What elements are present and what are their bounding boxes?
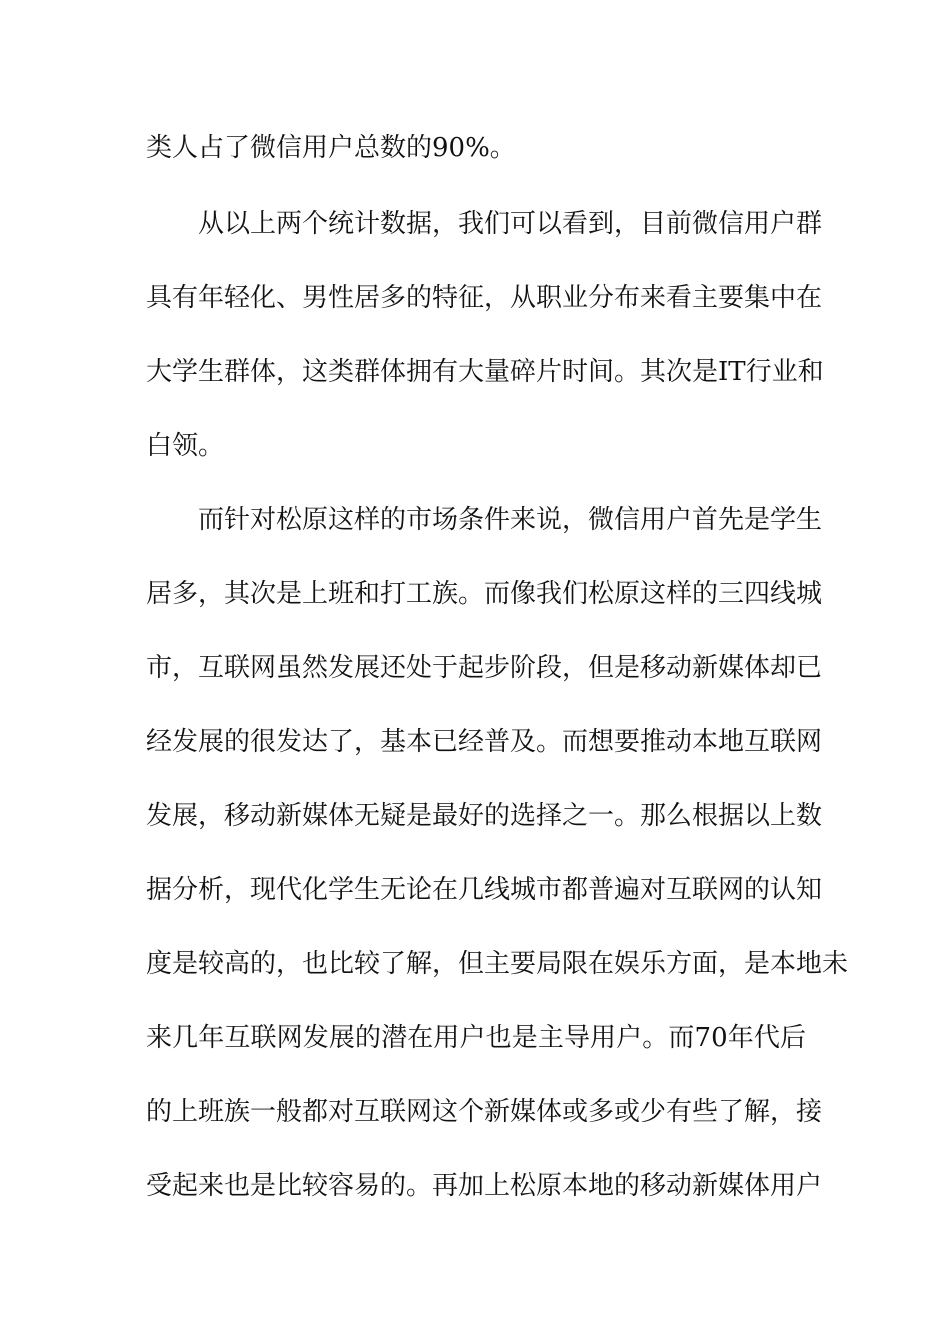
text-line: 来几年互联网发展的潜在用户也是主导用户。而70年代后	[146, 1023, 806, 1053]
text-line: 发展，移动新媒体无疑是最好的选择之一。那么根据以上数	[146, 801, 823, 831]
paragraph-first-line: 而针对松原这样的市场条件来说，微信用户首先是学生	[198, 505, 823, 535]
text-line: 的上班族一般都对互联网这个新媒体或多或少有些了解，接	[146, 1097, 823, 1127]
text-line: 受起来也是比较容易的。再加上松原本地的移动新媒体用户	[146, 1171, 823, 1201]
text-line: 居多，其次是上班和打工族。而像我们松原这样的三四线城	[146, 579, 823, 609]
text-line: 经发展的很发达了，基本已经普及。而想要推动本地互联网	[146, 727, 823, 757]
text-line: 市，互联网虽然发展还处于起步阶段，但是移动新媒体却已	[146, 653, 823, 683]
text-line: 具有年轻化、男性居多的特征，从职业分布来看主要集中在	[146, 283, 823, 313]
text-line: 类人占了微信用户总数的90%。	[146, 133, 516, 163]
text-line: 度是较高的，也比较了解，但主要局限在娱乐方面，是本地未	[146, 949, 849, 979]
paragraph-first-line: 从以上两个统计数据，我们可以看到，目前微信用户群	[198, 209, 823, 239]
text-line: 大学生群体，这类群体拥有大量碎片时间。其次是IT行业和	[146, 357, 824, 387]
text-line: 白领。	[146, 431, 225, 461]
text-line: 据分析，现代化学生无论在几线城市都普遍对互联网的认知	[146, 875, 823, 905]
